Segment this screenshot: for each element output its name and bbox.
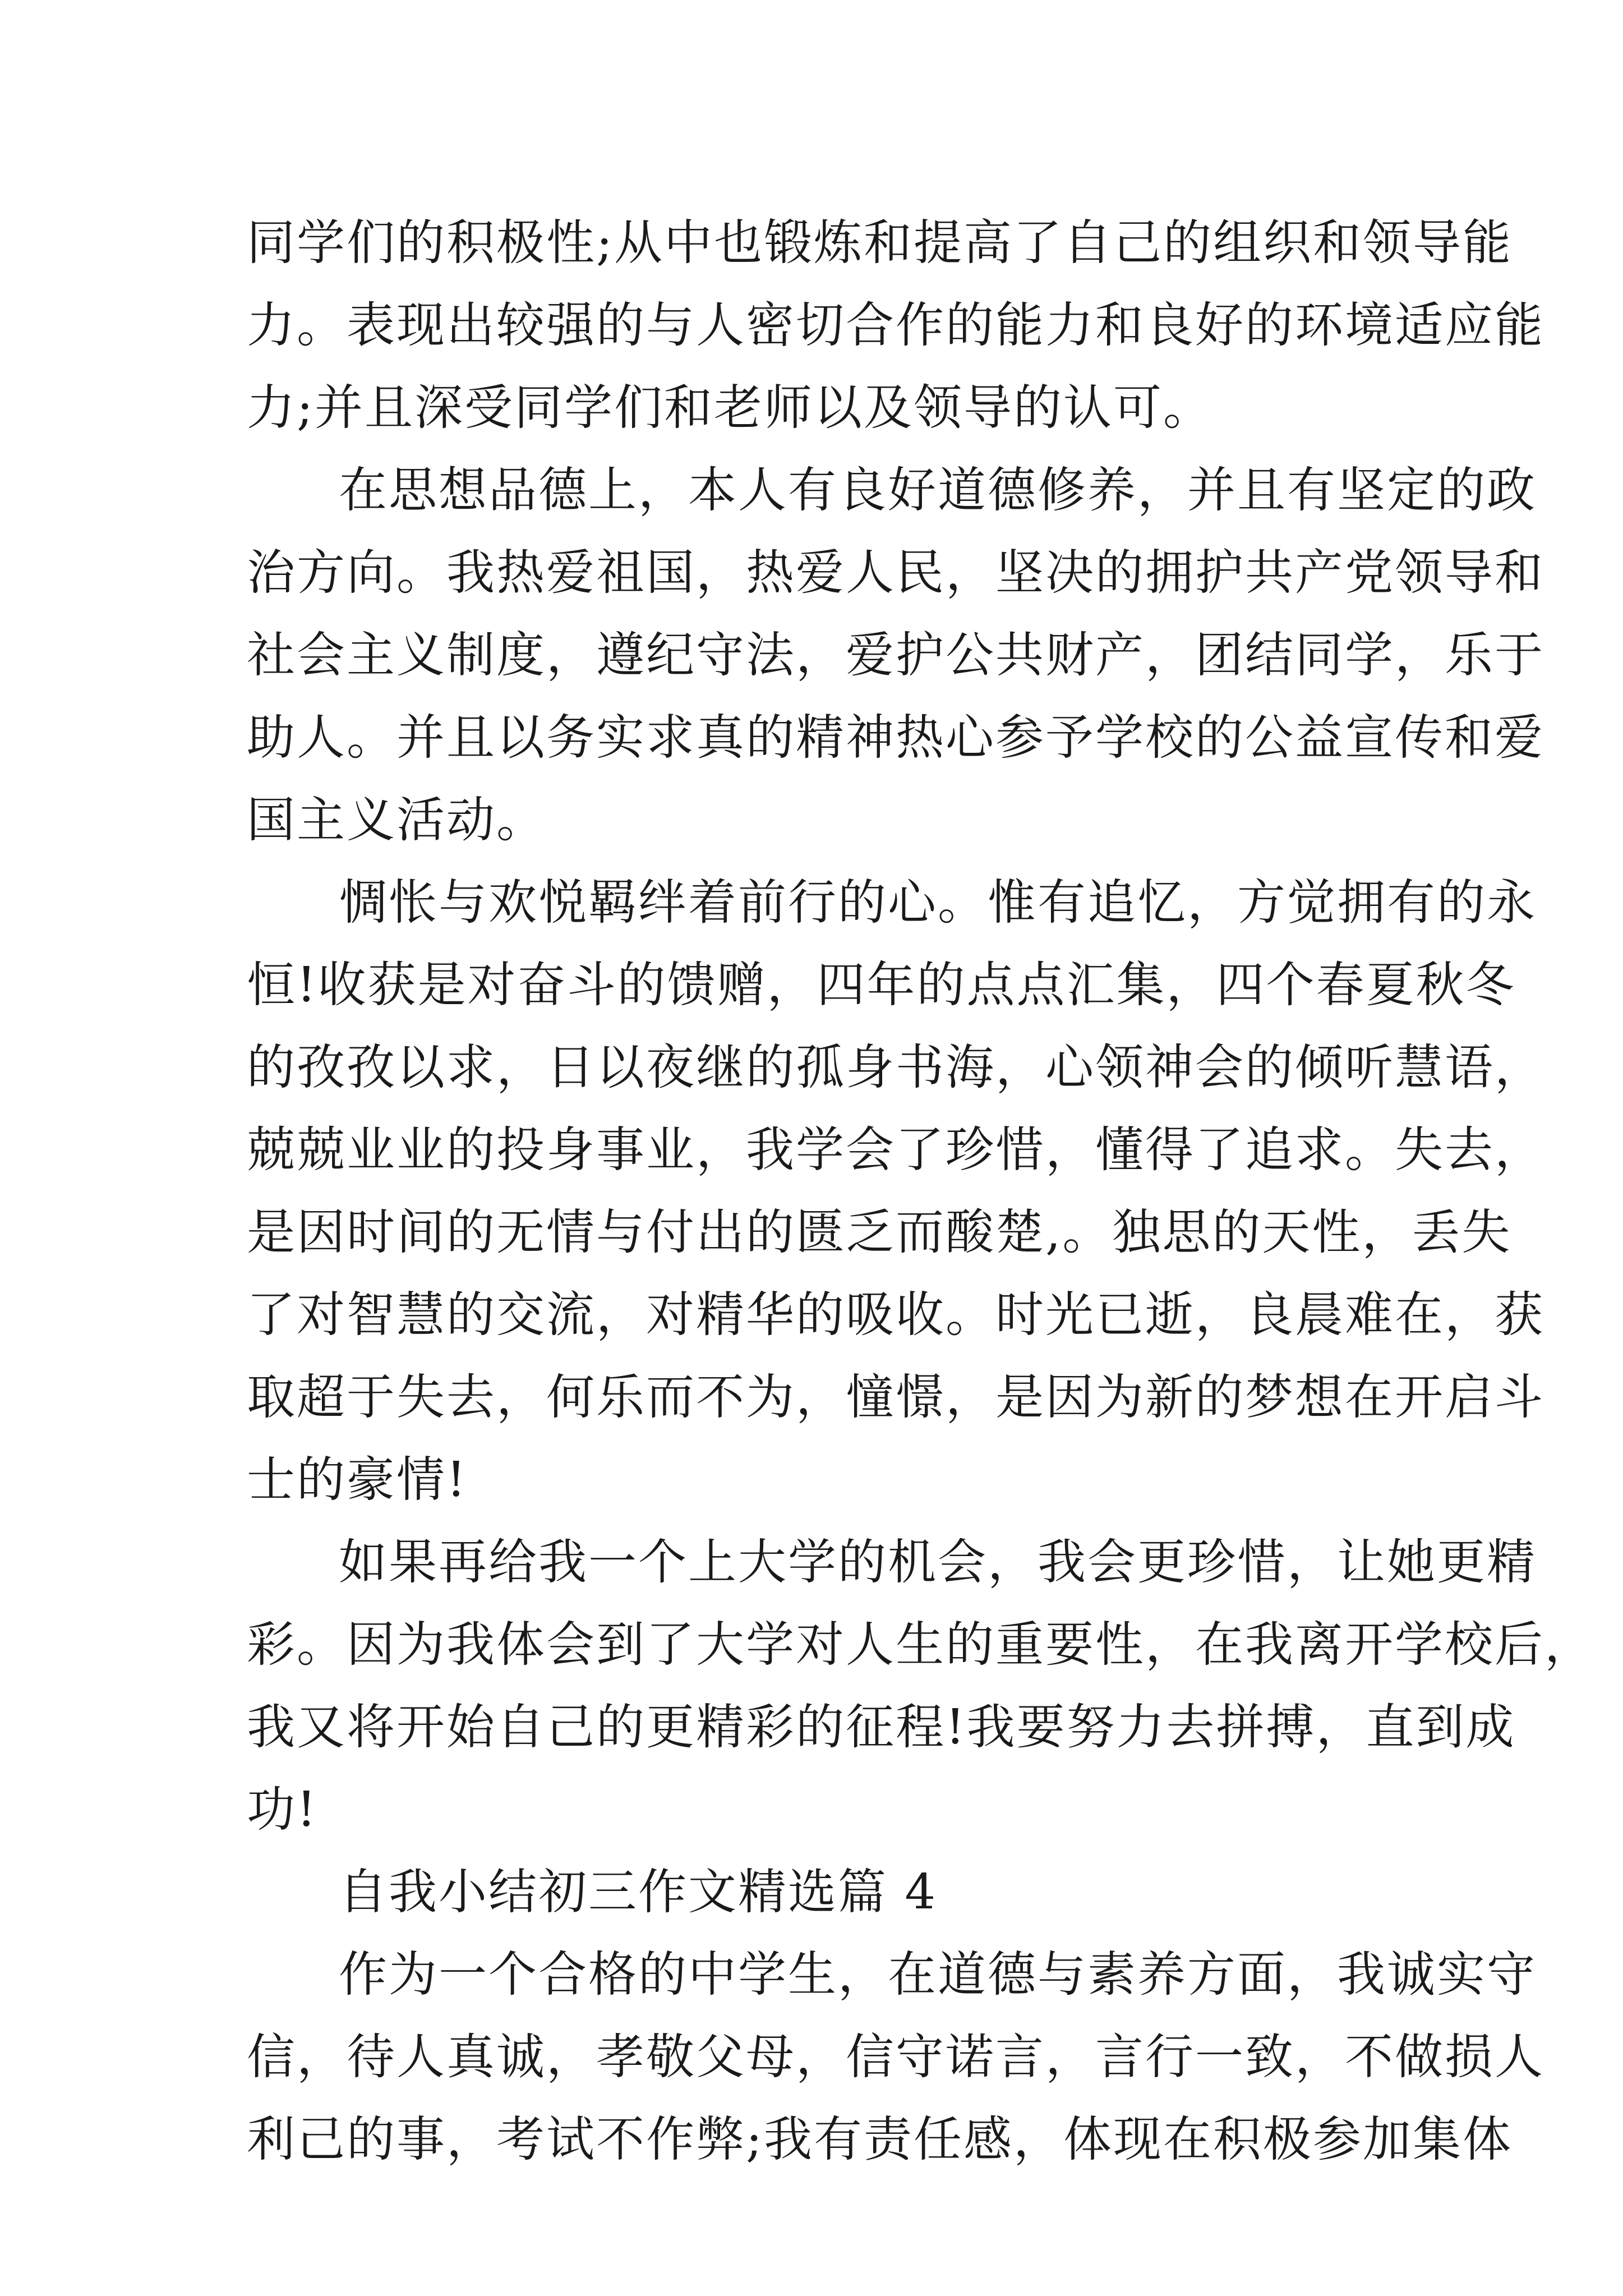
text-line: 助人。并且以务实求真的精神热心参予学校的公益宣传和爱 [247,710,1544,766]
text-line: 恒!收获是对奋斗的馈赠，四年的点点汇集，四个春夏秋冬 [247,957,1516,1013]
document-body [247,202,1594,2181]
paragraph-1 [247,202,1544,449]
text-line: 治方向。我热爱祖国，热爱人民，坚决的拥护共产党领导和 [247,545,1544,601]
text-line: 彩。因为我体会到了大学对人生的重要性，在我离开学校后， [247,1617,1594,1673]
paragraph-5 [247,1934,1544,2181]
text-line: 利己的事，考试不作弊;我有责任感，体现在积极参加集体 [247,2111,1513,2168]
text-line: 力。表现出较强的与人密切合作的能力和良好的环境适应能 [247,297,1544,353]
text-line: 力;并且深受同学们和老师以及领导的认可。 [247,380,1213,436]
text-line: 兢兢业业的投身事业，我学会了珍惜，懂得了追求。失去， [247,1122,1544,1178]
paragraph-4 [247,1521,1594,1851]
text-line: 惆怅与欢悦羁绊着前行的心。惟有追忆，方觉拥有的永 [339,875,1537,931]
paragraph-2 [247,449,1544,862]
text-line: 信，待人真诚，孝敬父母，信守诺言，言行一致，不做损人 [247,2029,1544,2085]
text-line: 同学们的积极性;从中也锻炼和提高了自己的组织和领导能 [247,215,1513,271]
section-heading-text: 自我小结初三作文精选篇 4 [339,1864,938,1920]
text-line: 功! [247,1782,318,1838]
text-line: 了对智慧的交流，对精华的吸收。时光已逝，良晨难在，获 [247,1287,1544,1343]
text-line: 社会主义制度，遵纪守法，爱护公共财产，团结同学，乐于 [247,627,1544,683]
text-line: 士的豪情! [247,1452,468,1508]
section-heading [247,1851,1391,1934]
text-line: 如果再给我一个上大学的机会，我会更珍惜，让她更精 [339,1534,1537,1590]
text-line: 是因时间的无情与付出的匮乏而酸楚,。独思的天性，丢失 [247,1204,1512,1260]
text-line: 国主义活动。 [247,792,546,848]
text-line: 我又将开始自己的更精彩的征程!我要努力去拼搏，直到成 [247,1699,1516,1755]
text-line: 在思想品德上，本人有良好道德修养，并且有坚定的政 [339,462,1537,518]
paragraph-3 [247,862,1544,1521]
text-line: 取超于失去，何乐而不为，憧憬，是因为新的梦想在开启斗 [247,1369,1544,1425]
text-line: 的孜孜以求，日以夜继的孤身书海，心领神会的倾听慧语， [247,1039,1544,1096]
text-line: 作为一个合格的中学生，在道德与素养方面，我诚实守 [339,1947,1537,2003]
